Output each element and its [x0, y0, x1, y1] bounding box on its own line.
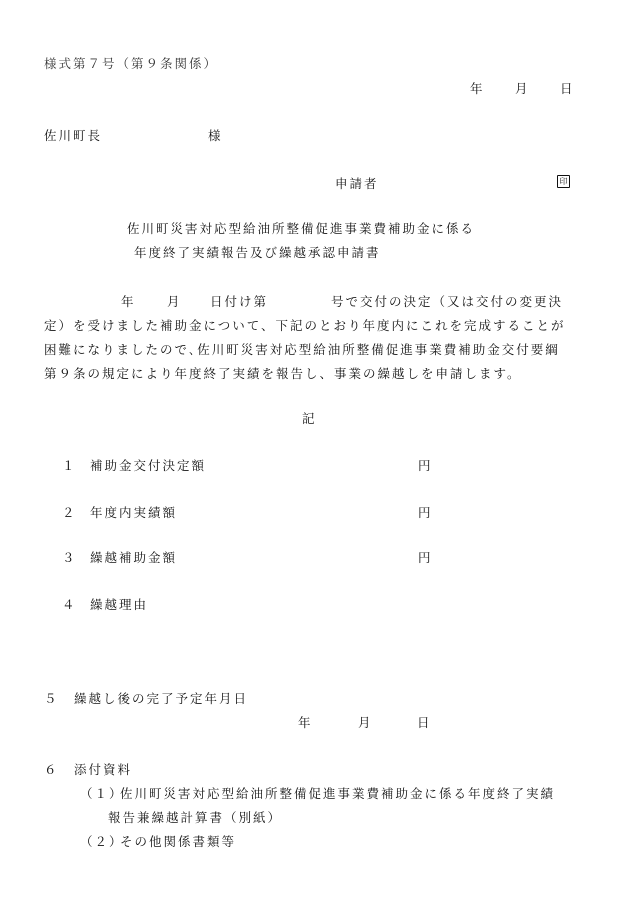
- date-year: 年: [470, 81, 485, 96]
- completion-day: 日: [417, 715, 432, 730]
- body-year: 年: [121, 294, 136, 309]
- item-label: 繰越理由: [90, 597, 149, 612]
- item-number: １: [62, 458, 77, 473]
- item-number: ４: [62, 597, 77, 612]
- attachment-2-number: （２）: [80, 834, 124, 849]
- date-day: 日: [560, 81, 575, 96]
- item-unit: 円: [418, 505, 433, 520]
- attachment-1-line-2: 報告兼繰越計算書（別紙）: [108, 810, 283, 825]
- item-number: ２: [62, 505, 77, 520]
- title-line-2: 年度終了実績報告及び繰越承認申請書: [134, 245, 381, 260]
- item-label: 繰越補助金額: [90, 550, 178, 565]
- item-label: 補助金交付決定額: [90, 458, 207, 473]
- item-unit: 円: [418, 550, 433, 565]
- title-line-1: 佐川町災害対応型給油所整備促進事業費補助金に係る: [127, 221, 476, 236]
- attachment-1-number: （１）: [80, 786, 124, 801]
- item-label: 繰越し後の完了予定年月日: [74, 691, 249, 706]
- attachment-2-text: その他関係書類等: [120, 834, 237, 849]
- applicant-label: 申請者: [335, 176, 379, 191]
- item-unit: 円: [418, 458, 433, 473]
- form-number: 様式第７号（第９条関係）: [44, 56, 219, 71]
- addressee-name: 佐川町長: [44, 128, 103, 143]
- item-number: ５: [44, 691, 59, 706]
- ki-heading: 記: [302, 411, 317, 426]
- seal-mark: 印: [557, 175, 570, 188]
- completion-year: 年: [298, 715, 313, 730]
- attachment-1-line-1: 佐川町災害対応型給油所整備促進事業費補助金に係る年度終了実績: [120, 786, 556, 801]
- body-line-4: 第９条の規定により年度終了実績を報告し、事業の繰越しを申請します。: [44, 366, 522, 381]
- body-day-prefix: 日付け第: [210, 294, 269, 309]
- date-month: 月: [515, 81, 530, 96]
- body-line-2: 定）を受けました補助金について、下記のとおり年度内にこれを完成することが: [44, 318, 566, 333]
- completion-month: 月: [358, 715, 373, 730]
- item-number: ３: [62, 550, 77, 565]
- item-label: 年度内実績額: [90, 505, 178, 520]
- addressee-honorific: 様: [208, 128, 223, 143]
- item-label: 添付資料: [74, 762, 133, 777]
- body-line-3: 困難になりましたので､佐川町災害対応型給油所整備促進事業費補助金交付要綱: [44, 342, 560, 357]
- body-line-1-rest: 号で交付の決定（又は交付の変更決: [331, 294, 564, 309]
- body-month: 月: [167, 294, 182, 309]
- item-number: ６: [44, 762, 59, 777]
